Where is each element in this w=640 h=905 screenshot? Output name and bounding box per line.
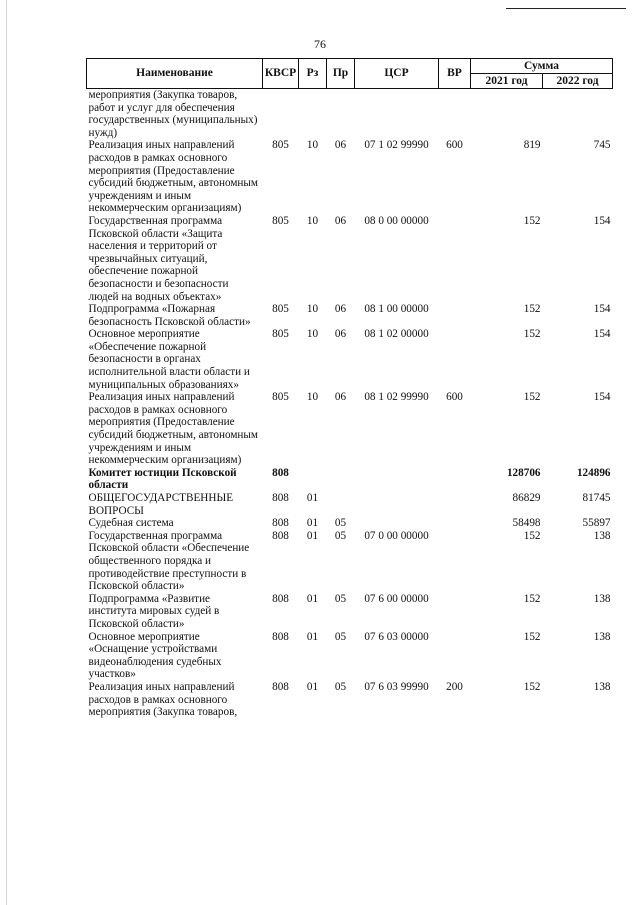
cell-vr: 200 <box>446 680 463 693</box>
cell-rz: 10 <box>306 303 319 316</box>
table-body <box>87 89 613 719</box>
cell-kvsr: 808 <box>272 592 289 605</box>
cell-sum-2022: 138 <box>593 630 611 643</box>
cell-vr <box>439 593 471 631</box>
cell-rz: 01 <box>306 592 319 605</box>
cell-kvsr: 805 <box>272 139 289 152</box>
cell-pr: 06 <box>334 214 347 227</box>
cell-pr <box>327 492 355 517</box>
cell-sum-2021: 152 <box>523 529 541 542</box>
cell-csr <box>355 467 439 492</box>
cell-vr <box>439 467 471 492</box>
cell-pr: 06 <box>334 139 347 152</box>
cell-rz: 10 <box>306 391 319 404</box>
header-sum: Сумма <box>471 59 613 74</box>
cell-name: Комитет юстиции Псковской области <box>88 466 237 492</box>
table-row <box>87 328 613 391</box>
cell-vr <box>439 328 471 391</box>
cell-name: Реализация иных направлений расходов в рамках основного мероприятия (Предоставление субсидий бюджетным, автономным учреждениям и иным некоммерческим организациям) <box>88 139 258 215</box>
cell-sum-2022 <box>543 89 613 140</box>
cell-sum-2021: 819 <box>523 139 541 152</box>
cell-sum-2021: 58498 <box>512 517 541 530</box>
cell-rz: 01 <box>306 630 319 643</box>
table-row <box>87 492 613 517</box>
cell-csr: 07 0 00 00000 <box>364 529 429 542</box>
cell-name: Основное мероприятие «Обеспечение пожарной безопасности в органах исполнительной власти области и муниципальных образованиях» <box>88 328 250 391</box>
cell-sum-2021 <box>471 89 543 140</box>
cell-name: Государственная программа Псковской области «Обеспечение общественного порядка и противодействие преступности в Псковской области» <box>88 529 250 593</box>
cell-rz: 01 <box>306 680 319 693</box>
table-row <box>87 517 613 530</box>
table-row <box>87 139 613 215</box>
table-row <box>87 391 613 467</box>
cell-name: Реализация иных направлений расходов в рамках основного мероприятия (Предоставление субсидий бюджетным, автономным учреждениям и иным некоммерческим организациям) <box>88 391 258 467</box>
cell-rz: 01 <box>306 529 319 542</box>
cell-pr <box>327 89 355 140</box>
cell-sum-2021: 152 <box>523 214 541 227</box>
cell-csr: 08 1 02 99990 <box>364 391 429 404</box>
cell-vr <box>439 89 471 140</box>
cell-vr <box>439 631 471 681</box>
cell-csr: 07 6 00 00000 <box>364 592 429 605</box>
cell-name: Государственная программа Псковской области «Защита населения и территорий от чрезвычайных ситуаций, обеспечение пожарной безопасности и безопасности людей на водных объектах» <box>88 214 229 303</box>
cell-sum-2021: 128706 <box>506 466 541 479</box>
cell-name: Основное мероприятие «Оснащение устройствами видеонаблюдения судебных участков» <box>88 630 222 681</box>
cell-kvsr: 808 <box>272 492 289 504</box>
table-row <box>87 467 613 492</box>
table-row <box>87 631 613 681</box>
cell-vr <box>439 492 471 517</box>
cell-kvsr: 808 <box>272 630 289 643</box>
cell-rz: 01 <box>306 517 319 530</box>
cell-name: Подпрограмма «Развитие института мировых судей в Псковской области» <box>88 592 220 630</box>
cell-rz <box>299 467 327 492</box>
cell-kvsr: 805 <box>272 391 289 404</box>
cell-pr: 06 <box>334 391 347 404</box>
cell-vr: 600 <box>446 391 463 404</box>
cell-rz: 10 <box>306 139 319 152</box>
cell-vr <box>439 530 471 593</box>
cell-kvsr: 808 <box>272 680 289 693</box>
header-rz: Рз <box>299 59 327 89</box>
table-row <box>87 681 613 719</box>
cell-vr <box>439 215 471 303</box>
cell-sum-2022: 81745 <box>582 492 611 504</box>
cell-sum-2022: 138 <box>593 592 611 605</box>
cell-rz <box>299 89 327 140</box>
cell-pr: 05 <box>334 517 347 530</box>
cell-csr <box>355 492 439 517</box>
cell-pr: 05 <box>334 630 347 643</box>
table-header <box>87 59 613 89</box>
cell-kvsr <box>263 89 299 140</box>
cell-csr: 07 6 03 99990 <box>364 680 429 693</box>
header-name: Наименование <box>87 59 263 89</box>
cell-sum-2022: 138 <box>593 529 611 542</box>
page-number: 76 <box>314 37 326 51</box>
cell-sum-2022: 745 <box>593 139 611 152</box>
cell-csr: 07 6 03 00000 <box>364 630 429 643</box>
cell-pr: 06 <box>334 303 347 316</box>
header-kvsr: КВСР <box>263 59 299 89</box>
cell-csr: 08 1 00 00000 <box>364 303 429 316</box>
cell-sum-2022: 154 <box>593 303 611 316</box>
header-pr: Пр <box>327 59 355 89</box>
cell-csr <box>355 89 439 140</box>
cell-pr: 05 <box>334 529 347 542</box>
cell-sum-2022: 154 <box>593 214 611 227</box>
cell-pr: 05 <box>334 592 347 605</box>
table-row <box>87 215 613 303</box>
cell-name: Реализация иных направлений расходов в рамках основного мероприятия (Закупка товаров, <box>88 680 238 719</box>
cell-kvsr: 808 <box>272 517 289 530</box>
cell-sum-2022: 138 <box>593 680 611 693</box>
table-row <box>87 303 613 328</box>
header-csr: ЦСР <box>355 59 439 89</box>
cell-rz: 10 <box>306 214 319 227</box>
cell-sum-2021: 152 <box>523 592 541 605</box>
table-row <box>87 89 613 140</box>
cell-vr: 600 <box>446 139 463 152</box>
cell-csr: 08 0 00 00000 <box>364 214 429 227</box>
cell-kvsr: 805 <box>272 214 289 227</box>
cell-sum-2021: 152 <box>523 328 541 341</box>
cell-pr: 05 <box>334 680 347 693</box>
cell-sum-2022: 55897 <box>582 517 611 530</box>
cell-vr <box>439 303 471 328</box>
cell-kvsr: 805 <box>272 328 289 341</box>
cell-sum-2022: 154 <box>593 391 611 404</box>
corner-mark <box>506 8 626 9</box>
cell-name: мероприятия (Закупка товаров, работ и услуг для обеспечения государственных (муниципальных) нужд) <box>88 89 258 139</box>
cell-sum-2021: 86829 <box>512 492 541 504</box>
cell-sum-2021: 152 <box>523 391 541 404</box>
cell-name: ОБЩЕГОСУДАРСТВЕННЫЕ ВОПРОСЫ <box>88 492 234 517</box>
cell-name: Судебная система <box>88 517 174 530</box>
cell-pr: 06 <box>334 328 347 341</box>
cell-sum-2022: 154 <box>593 328 611 341</box>
cell-vr <box>439 517 471 530</box>
cell-sum-2021: 152 <box>523 630 541 643</box>
table-row <box>87 593 613 631</box>
table-row <box>87 530 613 593</box>
scan-edge-line <box>6 0 7 905</box>
budget-table <box>86 58 613 719</box>
cell-csr: 07 1 02 99990 <box>364 139 429 152</box>
cell-pr <box>327 467 355 492</box>
cell-kvsr: 808 <box>272 529 289 542</box>
header-year-2021: 2021 год <box>471 74 543 89</box>
cell-sum-2021: 152 <box>523 680 541 693</box>
cell-sum-2022: 124896 <box>576 466 611 479</box>
header-year-2022: 2022 год <box>543 74 613 89</box>
cell-csr <box>355 517 439 530</box>
cell-sum-2021: 152 <box>523 303 541 316</box>
cell-rz: 10 <box>306 328 319 341</box>
cell-csr: 08 1 02 00000 <box>364 328 429 341</box>
header-vr: ВР <box>439 59 471 89</box>
cell-name: Подпрограмма «Пожарная безопасность Псковской области» <box>88 303 251 328</box>
cell-kvsr: 808 <box>272 466 289 479</box>
cell-rz: 01 <box>306 492 319 504</box>
cell-kvsr: 805 <box>272 303 289 316</box>
